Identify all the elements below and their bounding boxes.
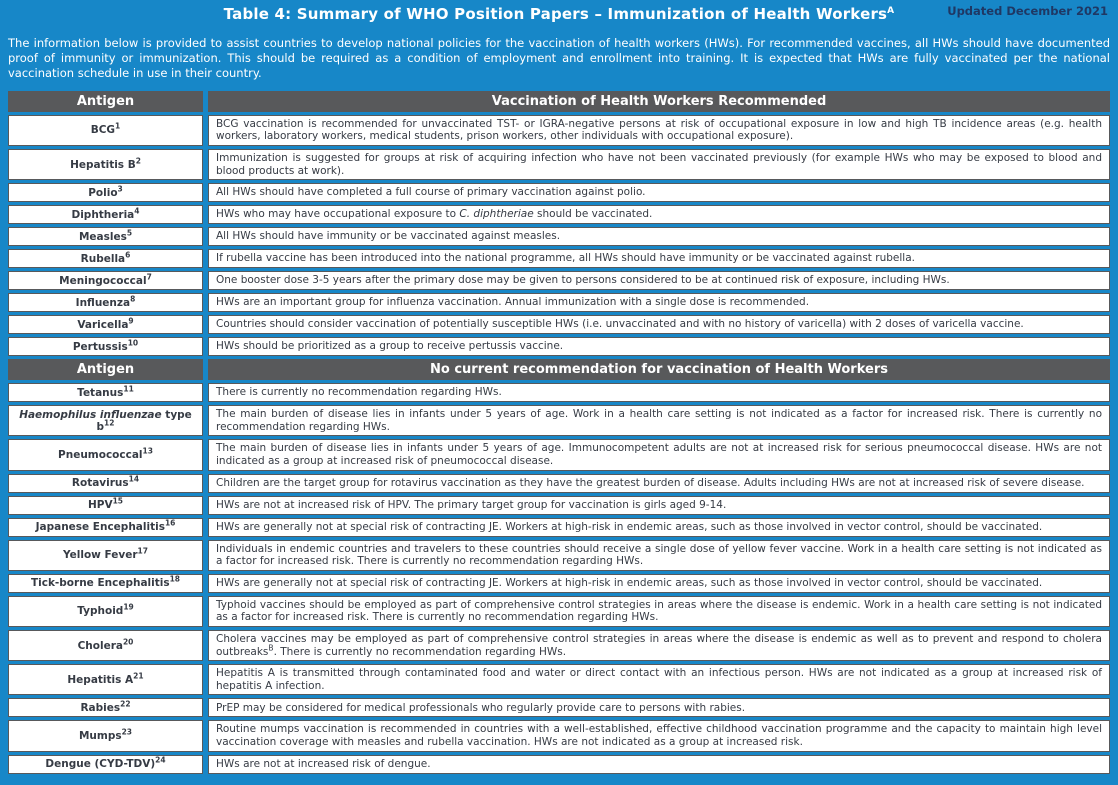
recommendation-text-segment: . There is currently no recommendation regarding HWs.	[273, 645, 567, 658]
antigen-name	[80, 250, 131, 265]
recommendation-cell	[208, 664, 1110, 695]
antigen-name-segment: Haemophilus influenzae	[19, 408, 162, 421]
antigen-name-segment: Tetanus	[77, 386, 124, 399]
antigen-name	[88, 184, 123, 199]
antigen-name	[58, 446, 153, 461]
antigen-name	[77, 602, 134, 618]
antigen-name	[67, 671, 144, 686]
antigen-name-segment: Pneumococcal	[58, 448, 143, 461]
recommendation-text-segment: Typhoid vaccines should be employed as part of comprehensive control strategies in areas where the disease is endemic. Work in a health care setting is not indicated as a factor for increased risk. There is currently no recommendation regarding HWs.	[216, 598, 1102, 624]
antigen-cell	[8, 115, 203, 146]
recommendation-cell	[208, 596, 1110, 627]
recommendation-cell	[208, 496, 1110, 515]
recommendation-cell	[208, 271, 1110, 290]
antigen-name	[78, 228, 133, 243]
table-row	[8, 249, 1110, 268]
antigen-name	[35, 518, 176, 534]
antigen-name-segment: Hepatitis B	[70, 158, 136, 171]
antigen-name-segment: 21	[133, 671, 144, 681]
recommendation-text	[216, 186, 1102, 199]
antigen-name-segment: Pertussis	[72, 340, 128, 353]
recommendation-text	[216, 230, 1102, 243]
antigen-name-segment: 17	[137, 546, 148, 556]
recommendation-text-segment: HWs are not at increased risk of HPV. The primary target group for vaccination is girls aged 9-14.	[216, 498, 727, 511]
antigen-cell	[8, 664, 203, 695]
antigen-cell	[8, 574, 203, 593]
antigen-name-segment: Tick-borne Encephalitis	[30, 577, 170, 590]
antigen-cell	[8, 698, 203, 717]
antigen-name-segment: 19	[123, 602, 134, 612]
recommendation-text-segment: One booster dose 3-5 years after the primary dose may be given to persons considered to be at continued risk of exposure, including HWs.	[216, 274, 950, 287]
antigen-name	[71, 474, 140, 490]
table-row	[8, 383, 1110, 402]
antigen-name-segment: 12	[104, 418, 115, 428]
antigen-name-segment: 7	[146, 272, 152, 282]
recommendation-text-segment: B	[268, 643, 274, 653]
table-row	[8, 227, 1110, 246]
recommendation-text	[216, 442, 1102, 467]
recommendation-cell	[208, 474, 1110, 493]
antigen-name	[30, 574, 181, 590]
recommendation-text	[216, 340, 1102, 353]
antigen-name-segment: Rabies	[80, 701, 121, 714]
recommendation-text-segment: Children are the target group for rotavirus vaccination as they have the greatest burden of disease. Adults including HWs are not at increased risk of severe disease.	[216, 476, 1085, 489]
recommendation-text	[216, 274, 1102, 287]
table-row	[8, 405, 1110, 436]
recommendation-text	[216, 152, 1102, 177]
antigen-name-segment: 10	[127, 338, 139, 348]
antigen-name-segment: Typhoid	[77, 605, 124, 618]
table-row	[8, 630, 1110, 661]
recommendation-text-segment: should be vaccinated.	[533, 208, 653, 221]
antigen-cell	[8, 337, 203, 356]
antigen-name-segment: Rotavirus	[71, 477, 129, 490]
recommendation-text-segment: HWs are generally not at special risk of contracting JE. Workers at high-risk in endemic areas, such as those involved in vector control, should be vaccinated.	[216, 576, 1043, 589]
antigen-name	[72, 338, 139, 353]
recommendation-text	[216, 577, 1102, 590]
recommendation-text	[216, 723, 1102, 748]
antigen-cell	[8, 755, 203, 774]
antigen-name-segment: Diphtheria	[71, 208, 135, 221]
recommendation-text	[216, 521, 1102, 534]
recommendation-text-segment: HWs are an important group for influenza vaccination. Annual immunization with a single dose is recommended.	[216, 296, 810, 309]
table-row	[8, 596, 1110, 627]
antigen-name-segment: Meningococcal	[59, 274, 147, 287]
recommendation-cell	[208, 205, 1110, 224]
recommendation-text	[216, 477, 1102, 490]
table-row	[8, 574, 1110, 593]
antigen-name-segment: 20	[122, 637, 134, 647]
recommendation-text-segment: Hepatitis A is transmitted through contaminated food and water or direct contact with an infectious person. HWs are not indicated as a group at increased risk of hepatitis A infection.	[216, 667, 1102, 692]
table-row	[8, 540, 1110, 571]
antigen-cell	[8, 383, 203, 402]
antigen-name-segment: 4	[134, 206, 140, 216]
table-row	[8, 149, 1110, 180]
recommendation-text	[216, 252, 1102, 265]
antigen-cell	[8, 249, 203, 268]
antigen-name-segment: 3	[117, 184, 123, 194]
antigen-cell	[8, 405, 203, 436]
recommendation-text-segment: If rubella vaccine has been introduced into the national programme, all HWs should have immunity or be vaccinated against rubella.	[216, 252, 915, 265]
antigen-name-segment: BCG	[90, 124, 116, 137]
intro-paragraph: The information below is provided to assist countries to develop national policies for the vaccination of health workers (HWs). For recommended vaccines, all HWs should have documented proof of immunity or immunization. This should be required as a condition of employment and enrollment into training. It is expected that HWs are fully vaccinated per the national vaccination schedule in use in their country.	[8, 36, 1110, 80]
antigen-name-segment: 11	[123, 384, 134, 394]
recommendation-text-segment: HWs are generally not at special risk of contracting JE. Workers at high-risk in endemic areas, such as those involved in vector control, should be vaccinated.	[216, 520, 1043, 533]
antigen-name	[70, 156, 141, 171]
recommendation-text	[216, 499, 1102, 512]
antigen-name-segment: Cholera	[77, 639, 123, 652]
page-title-text: Table 4: Summary of WHO Position Papers – Immunization of Health Workers	[223, 5, 888, 23]
recommendation-cell	[208, 149, 1110, 180]
antigen-name-segment: 9	[128, 316, 134, 326]
recommendation-cell	[208, 183, 1110, 202]
table-row	[8, 271, 1110, 290]
antigen-name-segment: Yellow Fever	[63, 549, 138, 562]
recommendation-text	[216, 296, 1102, 309]
recommendation-text	[216, 118, 1102, 143]
recommendation-cell	[208, 540, 1110, 571]
antigen-name	[87, 496, 124, 512]
recommendation-cell	[208, 293, 1110, 312]
recommendation-cell	[208, 698, 1110, 717]
table-row	[8, 720, 1110, 751]
table-row	[8, 293, 1110, 312]
section-header-row	[8, 359, 1110, 380]
antigen-name-segment: Varicella	[77, 318, 129, 331]
recommendation-text-segment: All HWs should have completed a full course of primary vaccination against polio.	[216, 186, 646, 199]
recommendation-cell	[208, 315, 1110, 334]
recommendation-text-segment: There is currently no recommendation regarding HWs.	[216, 386, 502, 399]
antigen-cell	[8, 293, 203, 312]
table-row	[8, 205, 1110, 224]
antigen-name-segment: Japanese Encephalitis	[35, 521, 165, 534]
recommendation-text-segment: HWs are not at increased risk of dengue.	[216, 757, 431, 770]
antigen-name-segment: 2	[135, 156, 141, 166]
recommendation-cell	[208, 249, 1110, 268]
antigen-cell	[8, 183, 203, 202]
antigen-name-segment: Polio	[88, 186, 118, 199]
recommendation-cell	[208, 115, 1110, 146]
antigen-name-segment: Hepatitis A	[67, 673, 134, 686]
antigen-cell	[8, 596, 203, 627]
recommendation-cell	[208, 383, 1110, 402]
antigen-name-segment: Rubella	[80, 252, 126, 265]
antigen-name-segment: Mumps	[78, 729, 122, 742]
recommendation-text-segment: HWs who may have occupational exposure to	[216, 208, 460, 221]
antigen-name-segment: 13	[142, 446, 153, 456]
recommendation-text-segment: BCG vaccination is recommended for unvaccinated TST- or IGRA-negative persons at risk of occupational exposure in low and high TB incidence areas (e.g. health workers, laboratory workers, medical students, prison workers, other individuals with occupational exposure).	[216, 117, 1102, 143]
antigen-name	[13, 409, 198, 433]
page-title-superscript: A	[887, 6, 895, 16]
recommendation-text	[216, 386, 1102, 399]
antigen-cell	[8, 540, 203, 571]
antigen-name	[80, 699, 131, 714]
recommendation-cell	[208, 630, 1110, 661]
recommendation-text-segment: Cholera vaccines may be employed as part of comprehensive control strategies in areas where the disease is endemic as well as to prevent and respond to cholera outbreaks	[216, 632, 1102, 658]
recommendation-text	[216, 599, 1102, 624]
antigen-name-segment: 5	[126, 228, 133, 238]
recommendation-cell	[208, 337, 1110, 356]
who-table	[8, 91, 1110, 774]
antigen-cell	[8, 271, 203, 290]
antigen-cell	[8, 439, 203, 470]
antigen-column-header: Antigen	[8, 359, 203, 380]
antigen-name-segment: 15	[112, 496, 124, 506]
table-row	[8, 664, 1110, 695]
antigen-name-segment: 8	[130, 294, 136, 304]
antigen-name	[77, 637, 134, 652]
antigen-cell	[8, 496, 203, 515]
recommendation-text-segment: HWs should be prioritized as a group to receive pertussis vaccine.	[216, 340, 564, 353]
table-row	[8, 115, 1110, 146]
antigen-name	[77, 384, 134, 399]
recommendation-text	[216, 318, 1102, 331]
recommendation-text-segment: Individuals in endemic countries and travelers to these countries should receive a single dose of yellow fever vaccine. Work in a health care setting is not indicated as a factor for increased risk. There is currently no recommendation regarding HWs.	[216, 542, 1102, 568]
recommendation-text	[216, 408, 1102, 433]
recommendation-text	[216, 633, 1102, 658]
recommendation-text-segment: Routine mumps vaccination is recommended in countries with a well-established, effective childhood vaccination programme and the capacity to maintain high level vaccination coverage with measles and rubella vaccination. HWs are not indicated as a group at increased risk.	[216, 723, 1102, 748]
antigen-name-segment: Measles	[78, 230, 127, 243]
antigen-name-segment: 23	[121, 727, 133, 737]
antigen-cell	[8, 630, 203, 661]
antigen-name	[75, 294, 136, 309]
table-row	[8, 755, 1110, 774]
section-title-header: No current recommendation for vaccination of Health Workers	[208, 359, 1110, 380]
antigen-cell	[8, 315, 203, 334]
table-row	[8, 496, 1110, 515]
antigen-name	[77, 316, 134, 331]
table-row	[8, 315, 1110, 334]
antigen-name	[59, 272, 152, 287]
section-title-header: Vaccination of Health Workers Recommended	[208, 91, 1110, 112]
table-row	[8, 439, 1110, 470]
section-header-row	[8, 91, 1110, 112]
antigen-name-segment: type b	[96, 408, 192, 433]
recommendation-cell	[208, 518, 1110, 537]
antigen-column-header: Antigen	[8, 91, 203, 112]
recommendation-text-segment: The main burden of disease lies in infants under 5 years of age. Work in a health care setting is not indicated as a factor for increased risk. There is currently no recommendation regarding HWs.	[216, 408, 1102, 433]
antigen-cell	[8, 474, 203, 493]
table-row	[8, 183, 1110, 202]
antigen-name	[63, 546, 148, 562]
table-row	[8, 474, 1110, 493]
antigen-name	[90, 121, 121, 137]
recommendation-text	[216, 208, 1102, 221]
antigen-cell	[8, 205, 203, 224]
recommendation-text	[216, 758, 1102, 771]
antigen-name-segment: 24	[155, 755, 166, 765]
antigen-name	[78, 727, 133, 742]
antigen-name-segment: 14	[128, 474, 140, 484]
table-row	[8, 698, 1110, 717]
antigen-cell	[8, 518, 203, 537]
antigen-name-segment: Dengue (CYD-TDV)	[45, 758, 156, 770]
table-row	[8, 337, 1110, 356]
antigen-name-segment: HPV	[87, 499, 113, 512]
recommendation-text-segment: All HWs should have immunity or be vaccinated against measles.	[216, 230, 561, 243]
recommendation-text-segment: C. diphtheriae	[459, 208, 534, 221]
antigen-name-segment: 1	[115, 121, 121, 131]
recommendation-text	[216, 667, 1102, 692]
antigen-cell	[8, 149, 203, 180]
recommendation-text-segment: PrEP may be considered for medical professionals who regularly provide care to persons with rabies.	[216, 701, 746, 714]
recommendation-cell	[208, 574, 1110, 593]
antigen-cell	[8, 720, 203, 751]
recommendation-cell	[208, 439, 1110, 470]
antigen-name	[71, 206, 140, 221]
table-row	[8, 518, 1110, 537]
antigen-cell	[8, 227, 203, 246]
recommendation-text	[216, 543, 1102, 568]
recommendation-cell	[208, 720, 1110, 751]
page-title	[8, 3, 1110, 23]
antigen-name-segment: Influenza	[75, 296, 131, 309]
antigen-name-segment: 18	[169, 574, 181, 584]
antigen-name-segment: 6	[125, 250, 131, 260]
recommendation-text-segment: Countries should consider vaccination of potentially susceptible HWs (i.e. unvaccinated and with no history of varicella) with 2 doses of varicella vaccine.	[216, 318, 1024, 331]
antigen-name-segment: 16	[164, 518, 176, 528]
recommendation-text-segment: Immunization is suggested for groups at risk of acquiring infection who have not been vaccinated previously (for example HWs who may be exposed to blood and blood products at work).	[216, 152, 1102, 177]
antigen-name	[45, 755, 166, 770]
antigen-name-segment: 22	[120, 699, 131, 709]
recommendation-text-segment: The main burden of disease lies in infants under 5 years of age. Immunocompetent adults are not at increased risk for serious pneumococcal disease. HWs are not indicated as a group at increased risk of pneumococcal disease.	[216, 442, 1102, 467]
updated-date-label: Updated December 2021	[947, 4, 1108, 18]
recommendation-cell	[208, 405, 1110, 436]
recommendation-text	[216, 702, 1102, 715]
recommendation-cell	[208, 755, 1110, 774]
recommendation-cell	[208, 227, 1110, 246]
